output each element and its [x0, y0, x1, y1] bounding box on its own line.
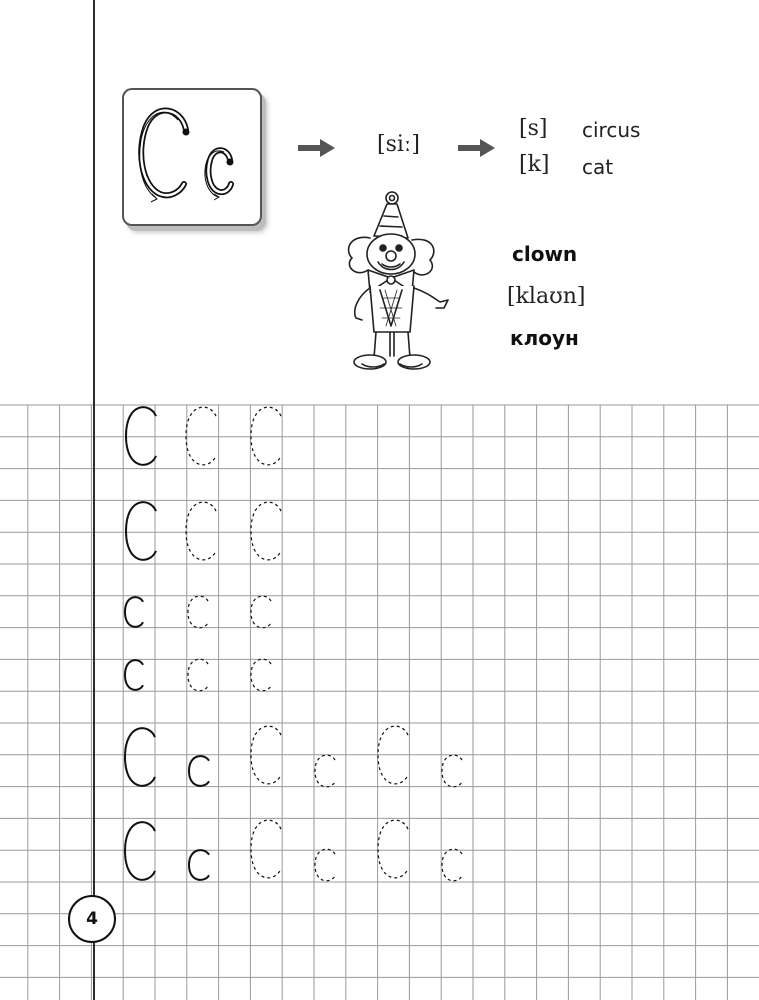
trace-guide-letter [251, 820, 281, 878]
sample-letter [125, 597, 143, 627]
trace-guide-letter [251, 502, 281, 560]
sample-letter [189, 756, 209, 786]
sample-letter [126, 407, 156, 465]
trace-guide-letter [378, 820, 408, 878]
trace-guide-letter [251, 659, 271, 691]
trace-guide-letter [378, 726, 408, 784]
trace-guide-letter [186, 502, 216, 560]
trace-guide-letter [251, 596, 271, 628]
sound-variant-s: [s] [519, 116, 548, 141]
vocab-transcription: [klaʊn] [507, 284, 586, 309]
vocab-word: clown [512, 242, 578, 266]
sample-letter [125, 822, 155, 880]
trace-guide-letter [251, 407, 281, 465]
sound-variant-k: [k] [519, 152, 550, 177]
example-word-cat: cat [582, 155, 614, 179]
trace-guide-letter [186, 407, 216, 465]
letter-name-transcription: [siː] [377, 132, 420, 157]
trace-guide-letter [442, 849, 462, 881]
sample-letter [125, 728, 155, 786]
trace-guide-letter [442, 755, 462, 787]
vocab-translation: клоун [510, 326, 579, 350]
trace-guide-letter [188, 659, 208, 691]
example-word-circus: circus [582, 118, 641, 142]
trace-guide-letter [315, 755, 335, 787]
trace-guide-letter [315, 849, 335, 881]
trace-guide-letter [251, 726, 281, 784]
sample-letter [189, 850, 209, 880]
trace-guide-letter [188, 596, 208, 628]
sample-letter [126, 502, 156, 560]
page-number: 4 [68, 895, 116, 943]
sample-letter [125, 660, 143, 690]
